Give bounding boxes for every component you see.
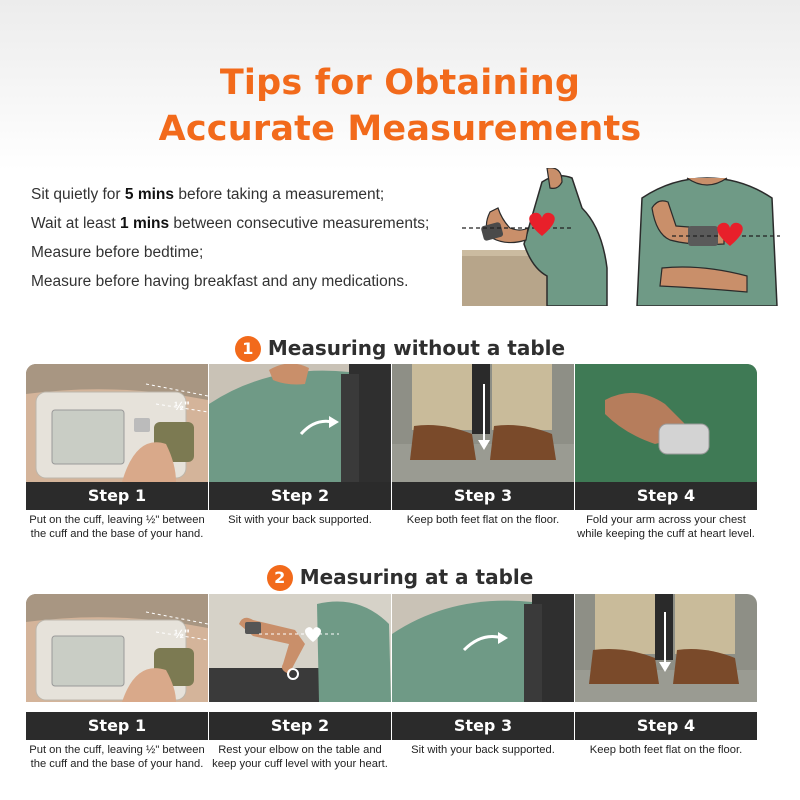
tip-item: Measure before bedtime; bbox=[31, 244, 204, 261]
section-heading-text: Measuring without a table bbox=[267, 336, 566, 360]
step-label: Step 2 bbox=[209, 712, 391, 740]
step-caption: Rest your elbow on the table and keep your cuff level with your heart. bbox=[212, 744, 388, 770]
step-label: Step 3 bbox=[392, 482, 574, 510]
step-caption: Put on the cuff, leaving ½" between the cuff and the base of your hand. bbox=[29, 744, 205, 770]
section-heading-without-table bbox=[0, 336, 800, 362]
tip-item: Measure before having breakfast and any medications. bbox=[31, 273, 409, 290]
tip-item: Sit quietly for 5 mins before taking a measurement; bbox=[31, 186, 385, 203]
step-photo bbox=[392, 364, 574, 482]
step-caption: Keep both feet flat on the floor. bbox=[589, 744, 743, 756]
step-photo bbox=[575, 594, 757, 712]
tips-list bbox=[31, 180, 471, 296]
step-photo bbox=[209, 364, 391, 482]
title-line-1: Tips for Obtaining bbox=[219, 63, 581, 103]
section-number-badge: 2 bbox=[267, 565, 293, 591]
step-label: Step 4 bbox=[575, 712, 757, 740]
step-card bbox=[575, 364, 757, 541]
step-photo bbox=[26, 364, 208, 482]
half-inch-label: ½" bbox=[174, 399, 190, 413]
step-label: Step 1 bbox=[26, 482, 208, 510]
title-line-2: Accurate Measurements bbox=[158, 109, 642, 149]
step-card bbox=[26, 594, 208, 771]
section-number-badge: 1 bbox=[235, 336, 261, 362]
half-inch-label: ½" bbox=[174, 627, 190, 641]
step-card bbox=[26, 364, 208, 541]
section-heading-at-table bbox=[0, 565, 800, 591]
step-card bbox=[209, 594, 391, 771]
step-label: Step 3 bbox=[392, 712, 574, 740]
step-caption: Put on the cuff, leaving ½" between the cuff and the base of your hand. bbox=[29, 514, 205, 540]
step-photo bbox=[209, 594, 391, 712]
step-caption: Sit with your back supported. bbox=[228, 514, 372, 526]
section-heading-text: Measuring at a table bbox=[299, 565, 534, 589]
step-card bbox=[209, 364, 391, 541]
step-photo bbox=[392, 594, 574, 712]
steps-without-table bbox=[26, 364, 756, 541]
step-label: Step 4 bbox=[575, 482, 757, 510]
step-caption: Fold your arm across your chest while keeping the cuff at heart level. bbox=[577, 514, 755, 540]
step-label: Step 1 bbox=[26, 712, 208, 740]
step-card bbox=[392, 364, 574, 541]
illustration-arm-across-chest bbox=[632, 168, 782, 306]
steps-at-table bbox=[26, 594, 756, 771]
tip-item: Wait at least 1 mins between consecutive measurements; bbox=[31, 215, 430, 232]
step-label: Step 2 bbox=[209, 482, 391, 510]
step-card bbox=[575, 594, 757, 771]
step-card bbox=[392, 594, 574, 771]
step-caption: Sit with your back supported. bbox=[411, 744, 555, 756]
step-caption: Keep both feet flat on the floor. bbox=[406, 514, 560, 526]
page-title bbox=[0, 60, 800, 152]
step-photo bbox=[26, 594, 208, 712]
illustration-seated-at-table bbox=[462, 168, 622, 306]
step-photo bbox=[575, 364, 757, 482]
